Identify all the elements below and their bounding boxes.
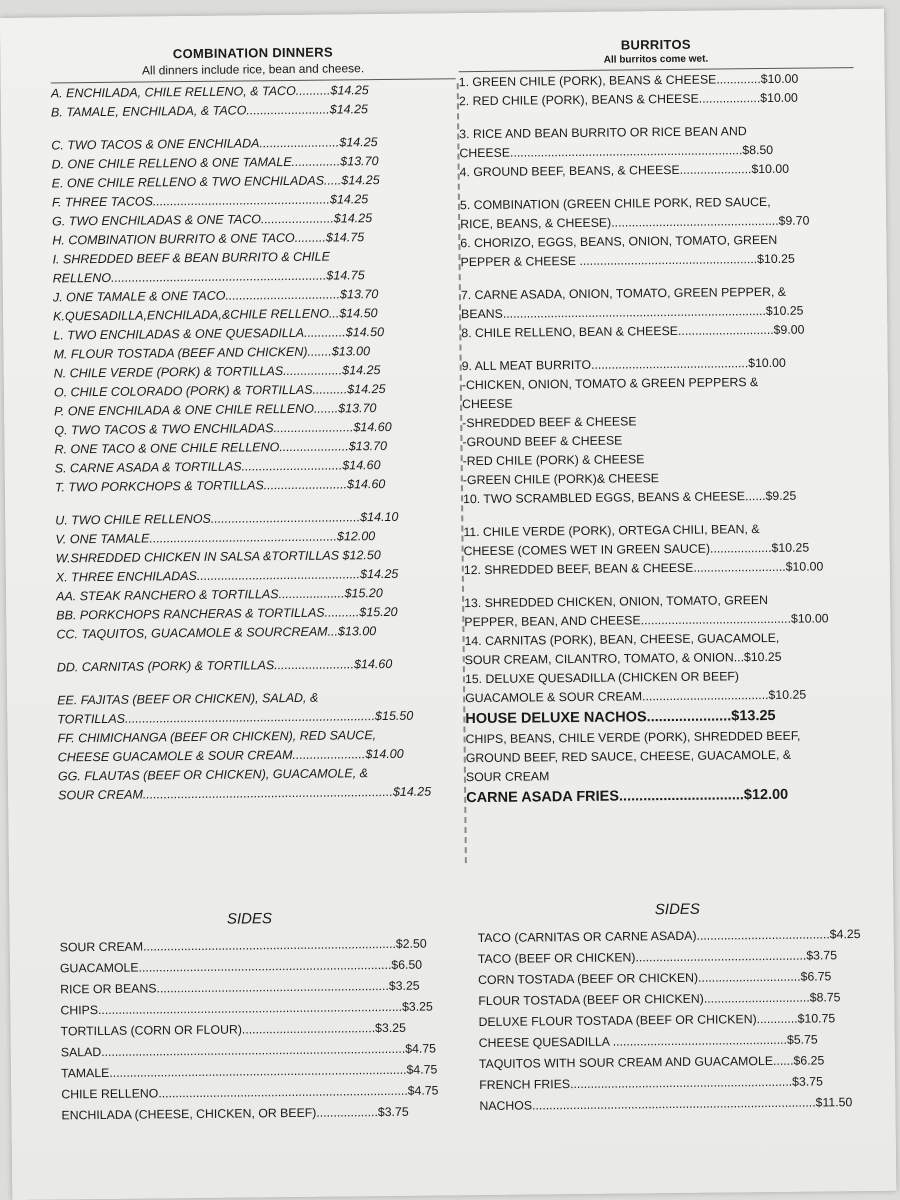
menu-item: -RED CHILE (PORK) & CHEESE <box>462 452 645 469</box>
menu-item: RELLENO..............................................................$14.75 <box>52 268 365 286</box>
menu-item: EE. FAJITAS (BEEF OR CHICKEN), SALAD, & <box>57 690 319 708</box>
menu-item: 13. SHREDDED CHICKEN, ONION, TOMATO, GREEN <box>464 592 769 611</box>
sides-right-title: SIDES <box>654 900 700 919</box>
sides-left-list <box>60 933 442 1126</box>
burritos-subtitle: All burritos come wet. <box>603 53 709 66</box>
side-item: SOUR CREAM..........................................................................$2.50 <box>59 936 427 955</box>
house-deluxe-nachos-title: HOUSE DELUXE NACHOS.....................$13.25 <box>465 707 776 728</box>
menu-item: 9. ALL MEAT BURRITO..............................................$10.00 <box>461 355 786 374</box>
menu-item: A. ENCHILADA, CHILE RELLENO, & TACO..........$14.25 <box>50 83 369 101</box>
menu-item: 2. RED CHILE (PORK), BEANS & CHEESE..................$10.00 <box>458 90 798 109</box>
menu-item: O. CHILE COLORADO (PORK) & TORTILLAS..........$14.25 <box>53 381 386 400</box>
sides-right-list <box>478 924 880 1117</box>
combination-dinners-list <box>51 80 464 805</box>
combination-dinners-section <box>50 43 463 805</box>
menu-item: 11. CHILE VERDE (PORK), ORTEGA CHILI, BEAN, & <box>463 522 760 540</box>
side-item: TAQUITOS WITH SOUR CREAM AND GUACAMOLE......$6.25 <box>478 1053 825 1072</box>
menu-item: DD. CARNITAS (PORK) & TORTILLAS.......................$14.60 <box>56 656 393 675</box>
menu-item: -CHICKEN, ONION, TOMATO & GREEN PEPPERS & <box>461 375 759 393</box>
menu-item: CHEESE....................................................................$8.50 <box>459 142 774 161</box>
side-item: NACHOS...................................................................................$11.50 <box>479 1095 853 1114</box>
menu-item: CC. TAQUITOS, GUACAMOLE & SOURCREAM...$13.00 <box>56 624 377 642</box>
menu-item: 10. TWO SCRAMBLED EGGS, BEANS & CHEESE......$9.25 <box>462 488 797 507</box>
menu-item: CHEESE GUACAMOLE & SOUR CREAM.....................$14.00 <box>57 746 404 765</box>
menu-item: W.SHREDDED CHICKEN IN SALSA &TORTILLAS $12.50 <box>55 548 381 566</box>
side-item: DELUXE FLOUR TOSTADA (BEEF OR CHICKEN)............$10.75 <box>478 1011 836 1030</box>
menu-item: RICE, BEANS, & CHEESE).................................................$9.70 <box>460 213 810 232</box>
sides-right-section <box>477 899 879 1117</box>
side-item: CHILE RELLENO.........................................................................$4.75 <box>61 1083 439 1102</box>
menu-item: -SHREDDED BEEF & CHEESE <box>462 414 637 431</box>
menu-item: R. ONE TACO & ONE CHILE RELLENO....................$13.70 <box>54 438 388 457</box>
house-deluxe-nachos-description <box>465 726 861 787</box>
menu-item: 5. COMBINATION (GREEN CHILE PORK, RED SAUCE, <box>459 194 771 213</box>
menu-item: 3. RICE AND BEAN BURRITO OR RICE BEAN AND <box>459 124 747 142</box>
menu-item: K.QUESADILLA,ENCHILADA,&CHILE RELLENO...$14.50 <box>53 306 378 324</box>
menu-item: -GREEN CHILE (PORK)& CHEESE <box>462 471 660 488</box>
menu-item: N. CHILE VERDE (PORK) & TORTILLAS.................$14.25 <box>53 363 381 381</box>
carne-asada-fries: CARNE ASADA FRIES...............................$12.00 <box>466 786 789 807</box>
menu-item: 8. CHILE RELLENO, BEAN & CHEESE............................$9.00 <box>461 322 805 341</box>
nachos-description-line: GROUND BEEF, RED SAUCE, CHEESE, GUACAMOLE, & <box>465 747 792 766</box>
menu-item: P. ONE ENCHILADA & ONE CHILE RELLENO.......$13.70 <box>54 401 377 419</box>
menu-item: BEANS.............................................................................$10.25 <box>461 303 804 322</box>
menu-item: PEPPER, BEAN, AND CHEESE............................................$10.00 <box>464 611 829 630</box>
menu-item: D. ONE CHILE RELLENO & ONE TAMALE..............$13.70 <box>51 154 379 172</box>
menu-item: F. THREE TACOS...................................................$14.25 <box>51 192 369 210</box>
menu-item: B. TAMALE, ENCHILADA, & TACO........................$14.25 <box>50 102 369 120</box>
menu-item: TORTILLAS........................................................................$15.50 <box>57 708 414 727</box>
menu-item: G. TWO ENCHILADAS & ONE TACO.....................$14.25 <box>52 211 373 229</box>
menu-item: L. TWO ENCHILADAS & ONE QUESADILLA............$14.50 <box>53 324 385 343</box>
nachos-description-line: CHIPS, BEANS, CHILE VERDE (PORK), SHREDDED BEEF, <box>465 728 801 747</box>
menu-item: FF. CHIMICHANGA (BEEF OR CHICKEN), RED SAUCE, <box>57 728 377 746</box>
menu-item: 1. GREEN CHILE (PORK), BEANS & CHEESE.............$10.00 <box>458 71 799 90</box>
menu-item: PEPPER & CHEESE ....................................................$10.25 <box>460 251 795 270</box>
menu-item: SOUR CREAM, CILANTRO, TOMATO, & ONION...$10.25 <box>464 649 782 668</box>
menu-item: SOUR CREAM........................................................................$14.25 <box>58 784 432 803</box>
burritos-list <box>459 69 861 708</box>
menu-item: 14. CARNITAS (PORK), BEAN, CHEESE, GUACAMOLE, <box>464 630 780 649</box>
menu-item: 12. SHREDDED BEEF, BEAN & CHEESE...........................$10.00 <box>463 559 824 578</box>
menu-item: CHEESE (COMES WET IN GREEN SAUCE)..................$10.25 <box>463 540 810 559</box>
menu-item: GUACAMOLE & SOUR CREAM.....................................$10.25 <box>465 687 807 706</box>
menu-item: C. TWO TACOS & ONE ENCHILADA.......................$14.25 <box>51 135 378 153</box>
menu-item: E. ONE CHILE RELLENO & TWO ENCHILADAS.....$14.25 <box>51 173 380 191</box>
combination-dinners-subtitle: All dinners include rice, bean and cheese. <box>141 61 365 78</box>
sides-left-title: SIDES <box>226 910 273 928</box>
nachos-description-line: SOUR CREAM <box>465 769 550 785</box>
side-item: GUACAMOLE..........................................................................$6.50 <box>59 957 423 976</box>
menu-item: BB. PORKCHOPS RANCHERAS & TORTILLAS..........$15.20 <box>56 604 398 623</box>
menu-item: AA. STEAK RANCHERO & TORTILLAS...................$15.20 <box>55 586 383 604</box>
menu-item: 4. GROUND BEEF, BEANS, & CHEESE.....................$10.00 <box>459 161 790 180</box>
side-item: FRENCH FRIES.................................................................$3.75 <box>479 1074 823 1093</box>
menu-item: 7. CARNE ASADA, ONION, TOMATO, GREEN PEPPER, & <box>460 284 787 303</box>
menu-item: CHEESE <box>461 396 513 412</box>
sides-left-section <box>59 908 441 1126</box>
side-item: TAMALE.......................................................................................$4.75 <box>60 1062 438 1081</box>
menu-item: V. ONE TAMALE......................................................$12.00 <box>55 529 376 547</box>
menu-item: 15. DELUXE QUESADILLA (CHICKEN OR BEEF) <box>464 669 740 687</box>
side-item: TACO (BEEF OR CHICKEN)..................................................$3.75 <box>477 948 838 967</box>
side-item: SALAD.........................................................................................$4.75 <box>60 1041 437 1060</box>
menu-item: -GROUND BEEF & CHEESE <box>462 433 623 450</box>
side-item: FLOUR TOSTADA (BEEF OR CHICKEN)...............................$8.75 <box>478 990 841 1009</box>
burritos-section <box>458 35 861 809</box>
side-item: CHEESE QUESADILLA ...................................................$5.75 <box>478 1032 818 1051</box>
burritos-title: BURRITOS <box>620 36 691 53</box>
menu-item: M. FLOUR TOSTADA (BEEF AND CHICKEN).......$13.00 <box>53 344 371 362</box>
menu-item: S. CARNE ASADA & TORTILLAS.............................$14.60 <box>54 458 381 476</box>
side-item: RICE OR BEANS....................................................................$3.25 <box>60 978 420 997</box>
combination-dinners-title: COMBINATION DINNERS <box>172 44 333 62</box>
menu-item: T. TWO PORKCHOPS & TORTILLAS........................$14.60 <box>54 476 386 495</box>
side-item: ENCHILADA (CHEESE, CHICKEN, OR BEEF)..................$3.75 <box>61 1104 409 1123</box>
menu-item: I. SHREDDED BEEF & BEAN BURRITO & CHILE <box>52 249 330 267</box>
menu-sheet <box>0 9 896 1200</box>
side-item: TACO (CARNITAS OR CARNE ASADA).......................................$4.25 <box>477 927 861 946</box>
menu-item: U. TWO CHILE RELLENOS...........................................$14.10 <box>55 509 399 528</box>
side-item: CHIPS.........................................................................................$3.25 <box>60 999 433 1018</box>
menu-item: J. ONE TAMALE & ONE TACO.................................$13.70 <box>52 287 379 305</box>
menu-item: 6. CHORIZO, EGGS, BEANS, ONION, TOMATO, GREEN <box>460 232 778 251</box>
side-item: CORN TOSTADA (BEEF OR CHICKEN)..............................$6.75 <box>478 969 832 988</box>
menu-item: X. THREE ENCHILADAS...............................................$14.25 <box>55 566 399 585</box>
menu-item: GG. FLAUTAS (BEEF OR CHICKEN), GUACAMOLE, & <box>57 766 369 784</box>
menu-item: H. COMBINATION BURRITO & ONE TACO.........$14.75 <box>52 230 365 248</box>
side-item: TORTILLAS (CORN OR FLOUR).......................................$3.25 <box>60 1020 406 1039</box>
menu-item: Q. TWO TACOS & TWO ENCHILADAS.......................$14.60 <box>54 419 392 438</box>
